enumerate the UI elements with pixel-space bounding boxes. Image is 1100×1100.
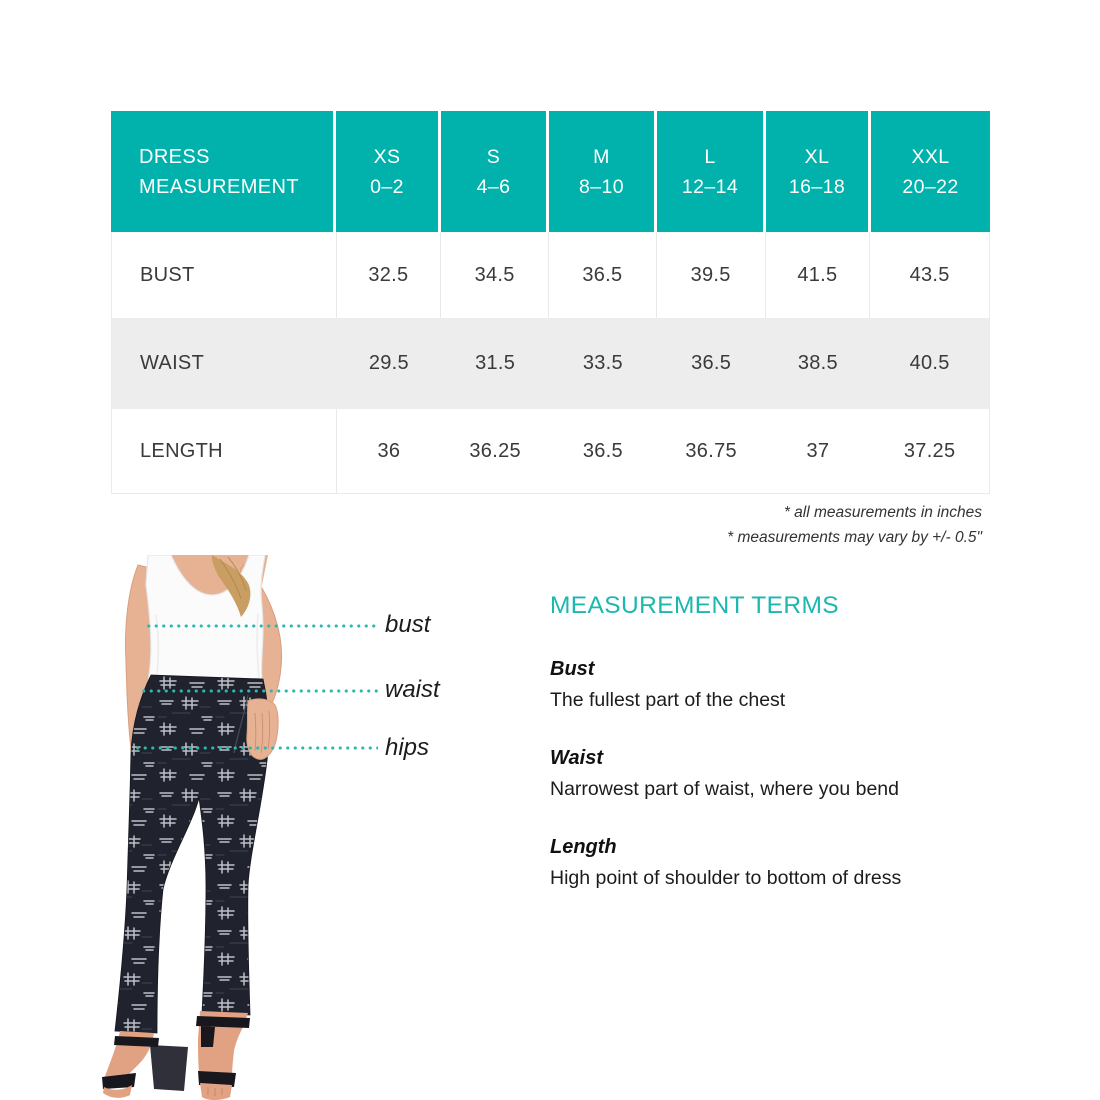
right-shoe-heel-strap: [201, 1026, 215, 1047]
term-length: [550, 833, 1000, 893]
waist-xs: 29.5: [368, 352, 409, 374]
row-label: LENGTH: [112, 409, 337, 493]
row-label: BUST: [112, 232, 337, 318]
size-range: 4–6: [476, 175, 511, 198]
measurement-terms-section: [550, 592, 1000, 922]
header-size-m: [549, 111, 657, 232]
term-definition: The fullest part of the chest: [550, 689, 786, 711]
hips-dotted-line: [134, 746, 378, 750]
model-illustration: [98, 555, 383, 1100]
header-size-s: [441, 111, 549, 232]
bust-xl: 41.5: [766, 232, 871, 318]
model-photo: [98, 555, 383, 1100]
table-row-length: [112, 409, 989, 493]
size-name: XS: [373, 145, 401, 168]
size-range: 8–10: [579, 175, 624, 198]
size-range: 12–14: [681, 175, 739, 198]
term-bust: [550, 655, 1000, 715]
size-range: 0–2: [370, 175, 404, 198]
size-chart-body: [111, 232, 990, 494]
waist-xl: 38.5: [797, 352, 838, 374]
length-s: 36.25: [469, 439, 521, 462]
table-row-bust: [112, 232, 989, 318]
waist-dotted-line: [140, 689, 378, 693]
length-xxl: 37.25: [903, 439, 956, 462]
term-waist: [550, 744, 1000, 804]
bust-m: 36.5: [549, 232, 657, 318]
length-xs: 36: [377, 439, 401, 462]
header-size-xxl: [871, 111, 990, 232]
bust-l: 39.5: [657, 232, 766, 318]
term-name: Waist: [550, 747, 603, 769]
footnote-variance: * measurements may vary by +/- 0.5": [727, 529, 982, 546]
header-size-xl: [766, 111, 871, 232]
waist-l: 36.5: [691, 352, 732, 374]
table-row-waist: [112, 318, 989, 409]
waist-line-label: waist: [385, 676, 440, 703]
hips-line-label: hips: [385, 734, 430, 761]
right-foot-toes: [200, 1083, 232, 1100]
waist-m: 33.5: [582, 352, 623, 374]
size-range: 20–22: [902, 175, 959, 198]
term-name: Length: [550, 836, 617, 858]
bust-dotted-line: [145, 624, 378, 628]
header-line1: DRESS: [139, 145, 210, 168]
header-line2: MEASUREMENT: [139, 175, 299, 198]
right-shoe-ankle-strap: [196, 1016, 250, 1028]
term-definition: High point of shoulder to bottom of dress: [550, 867, 902, 889]
bust-s: 34.5: [441, 232, 549, 318]
header-size-xs: [336, 111, 441, 232]
model-pants: [115, 675, 269, 1033]
footnote-inches: * all measurements in inches: [783, 504, 982, 521]
bust-line-label: bust: [385, 611, 431, 638]
size-range: 16–18: [788, 175, 846, 198]
row-label: WAIST: [140, 352, 205, 374]
waist-s: 31.5: [475, 352, 516, 374]
length-m: 36.5: [582, 439, 623, 462]
term-name: Bust: [550, 658, 595, 680]
length-l: 36.75: [685, 439, 737, 462]
term-definition: Narrowest part of waist, where you bend: [550, 778, 900, 800]
length-xl: 37: [806, 439, 830, 462]
measurement-footnotes: [400, 500, 982, 550]
size-name: M: [593, 145, 610, 168]
left-shoe-heel: [150, 1045, 188, 1091]
bust-xs: 32.5: [337, 232, 442, 318]
bust-xxl: 43.5: [909, 263, 950, 286]
size-name: XL: [804, 145, 830, 168]
size-chart-header-row: [111, 111, 990, 232]
size-chart-table: [111, 111, 990, 494]
waist-xxl: 40.5: [909, 352, 950, 374]
size-name: S: [486, 145, 501, 168]
header-dress-measurement: [111, 111, 336, 232]
header-size-l: [657, 111, 766, 232]
size-name: XXL: [911, 145, 950, 168]
size-name: L: [704, 145, 716, 168]
measurement-terms-heading: MEASUREMENT TERMS: [550, 592, 840, 619]
